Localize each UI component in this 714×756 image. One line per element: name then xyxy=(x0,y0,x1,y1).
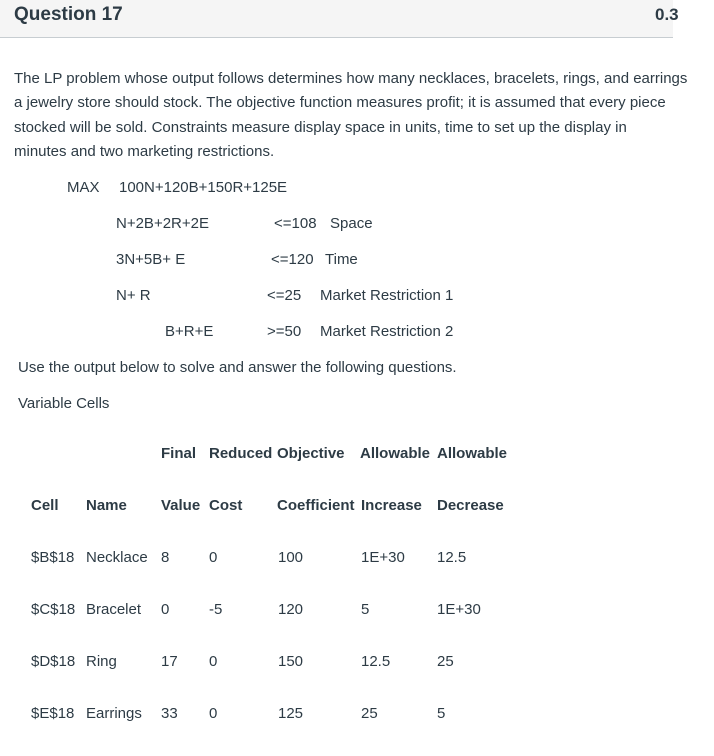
objective-function: 100N+120B+150R+125E xyxy=(119,179,288,196)
header-decrease: Decrease xyxy=(437,497,504,514)
constraint-lhs: N+2B+2R+2E xyxy=(116,215,209,232)
header-coefficient: Coefficient xyxy=(277,497,355,514)
variable-cells-label: Variable Cells xyxy=(18,395,110,412)
constraint-name: Time xyxy=(325,251,358,268)
constraint-rhs: <=120 xyxy=(271,251,314,268)
row-name: Earrings xyxy=(86,705,142,722)
row-final-value: 33 xyxy=(161,705,178,722)
row-name: Necklace xyxy=(86,549,148,566)
row-allowable-increase: 1E+30 xyxy=(361,549,405,566)
header-objective: Objective xyxy=(277,445,345,462)
row-name: Bracelet xyxy=(86,601,142,618)
row-final-value: 17 xyxy=(161,653,178,670)
intro-line: The LP problem whose output follows determines how many necklaces, bracelets, rings, and earrings xyxy=(14,70,688,87)
intro-line: a jewelry store should stock. The objective function measures profit; it is assumed that every piece xyxy=(14,94,666,112)
header-allowable: Allowable xyxy=(360,445,431,462)
row-reduced-cost: 0 xyxy=(209,705,218,722)
row-allowable-decrease: 1E+30 xyxy=(437,601,481,618)
row-allowable-decrease: 5 xyxy=(437,705,446,722)
header-name: Name xyxy=(86,497,127,514)
row-cell: $C$18 xyxy=(31,601,76,618)
constraint-rhs: <=108 xyxy=(274,215,317,232)
row-cell: $B$18 xyxy=(31,549,75,566)
row-allowable-decrease: 25 xyxy=(437,653,454,670)
header-reduced: Reduced xyxy=(209,445,273,462)
row-objective-coefficient: 125 xyxy=(278,705,304,722)
question-intro xyxy=(14,67,714,165)
row-cell: $E$18 xyxy=(31,705,75,722)
row-reduced-cost: 0 xyxy=(209,653,218,670)
row-cell: $D$18 xyxy=(31,653,76,670)
question-title: Question 17 xyxy=(14,4,123,25)
max-label: MAX xyxy=(67,179,100,196)
row-allowable-increase: 12.5 xyxy=(361,653,391,670)
header-cell: Cell xyxy=(31,497,59,514)
row-final-value: 0 xyxy=(161,601,170,618)
constraint-rhs: <=25 xyxy=(267,287,302,304)
constraint-name: Market Restriction 1 xyxy=(320,287,454,304)
question-header xyxy=(0,0,679,38)
header-value: Value xyxy=(161,497,201,514)
instructions-text: Use the output below to solve and answer the following questions. xyxy=(18,359,457,376)
row-final-value: 8 xyxy=(161,549,170,566)
header-final: Final xyxy=(161,445,197,462)
constraint-name: Market Restriction 2 xyxy=(320,323,454,340)
row-name: Ring xyxy=(86,653,117,670)
row-objective-coefficient: 120 xyxy=(278,601,304,618)
constraint-name: Space xyxy=(330,215,373,232)
row-objective-coefficient: 150 xyxy=(278,653,304,670)
row-reduced-cost: -5 xyxy=(209,601,223,618)
row-allowable-decrease: 12.5 xyxy=(437,549,467,566)
row-allowable-increase: 5 xyxy=(361,601,370,618)
question-points: 0.3 xyxy=(655,5,679,24)
row-objective-coefficient: 100 xyxy=(278,549,304,566)
header-allowable: Allowable xyxy=(437,445,508,462)
constraint-lhs: B+R+E xyxy=(165,323,214,340)
header-increase: Increase xyxy=(361,497,422,514)
header-cost: Cost xyxy=(209,497,243,514)
intro-line: stocked will be sold. Constraints measure display space in units, time to set up the display in xyxy=(14,118,627,136)
row-reduced-cost: 0 xyxy=(209,549,218,566)
constraint-lhs: N+ R xyxy=(116,287,151,304)
row-allowable-increase: 25 xyxy=(361,705,378,722)
constraint-lhs: 3N+5B+ E xyxy=(116,251,186,268)
constraint-rhs: >=50 xyxy=(267,323,302,340)
intro-line: minutes and two marketing restrictions. xyxy=(14,143,275,161)
